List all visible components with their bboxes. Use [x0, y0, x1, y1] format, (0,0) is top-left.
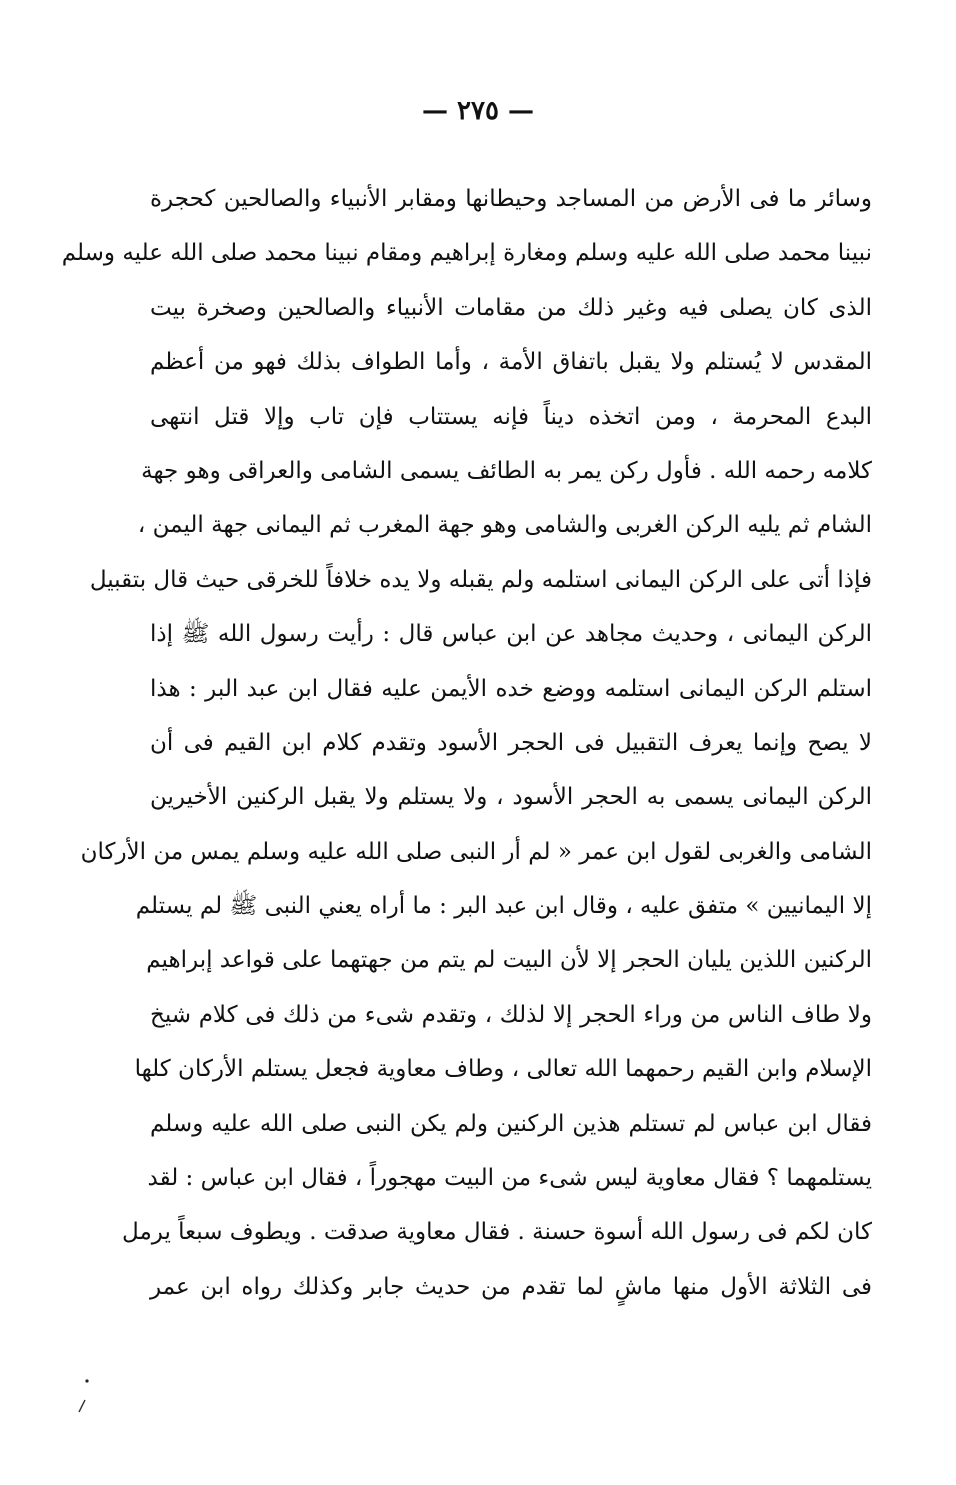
- text-line: كلامه رحمه الله . فأول ركن يمر به الطائف يسمى الشامى والعراقى وهو جهة: [141, 457, 872, 484]
- text-line: استلم الركن اليمانى استلمه ووضع خده الأيمن عليه فقال ابن عبد البر : هذا: [150, 675, 872, 702]
- text-line: فقال ابن عباس لم تستلم هذين الركنين ولم يكن النبى صلى الله عليه وسلم: [150, 1110, 872, 1137]
- text-line: نبينا محمد صلى الله عليه وسلم ومغارة إبراهيم ومقام نبينا محمد صلى الله عليه وسلم: [61, 240, 872, 267]
- text-line: البدع المحرمة ، ومن اتخذه ديناً فإنه يستتاب فإن تاب وإلا قتل انتهى: [150, 403, 872, 430]
- text-line: الركن اليمانى ، وحديث مجاهد عن ابن عباس قال : رأيت رسول الله ﷺ إذا: [150, 621, 872, 648]
- text-line: لا يصح وإنما يعرف التقبيل فى الحجر الأسود وتقدم كلام ابن القيم فى أن: [150, 729, 872, 756]
- text-line: يستلمهما ؟ فقال معاوية ليس شىء من البيت مهجوراً ، فقال ابن عباس : لقد: [147, 1165, 872, 1192]
- text-line: فإذا أتى على الركن اليمانى استلمه ولم يقبله ولا يده خلافاً للخرقى حيث قال بتقبيل: [89, 566, 872, 593]
- text-line: الشام ثم يليه الركن الغربى والشامى وهو جهة المغرب ثم اليمانى جهة اليمن ،: [137, 512, 872, 539]
- text-line: كان لكم فى رسول الله أسوة حسنة . فقال معاوية صدقت . ويطوف سبعاً يرمل: [122, 1219, 872, 1246]
- text-line: الشامى والغربى لقول ابن عمر « لم أر النبى صلى الله عليه وسلم يمس من الأركان: [80, 838, 872, 865]
- text-line: الركن اليمانى يسمى به الحجر الأسود ، ولا يستلم ولا يقبل الركنين الأخيرين: [150, 784, 872, 811]
- margin-ink-mark: [76, 1376, 92, 1416]
- text-line: الإسلام وابن القيم رحمهما الله تعالى ، وطاف معاوية فجعل يستلم الأركان كلها: [134, 1056, 872, 1083]
- text-line: ولا طاف الناس من وراء الحجر إلا لذلك ، وتقدم شىء من ذلك فى كلام شيخ: [150, 1001, 872, 1028]
- text-line: الذى كان يصلى فيه وغير ذلك من مقامات الأنبياء والصالحين وصخرة بيت: [150, 294, 872, 321]
- body-text: [61, 172, 872, 1314]
- text-line: وسائر ما فى الأرض من المساجد وحيطانها ومقابر الأنبياء والصالحين كحجرة: [150, 186, 872, 212]
- text-line: المقدس لا يُستلم ولا يقبل باتفاق الأمة ، وأما الطواف بذلك فهو من أعظم: [150, 349, 872, 376]
- page-number: — ٢٧٥ —: [421, 96, 535, 126]
- text-line: الركنين اللذين يليان الحجر إلا لأن البيت لم يتم من جهتهما على قواعد إبراهيم: [146, 947, 872, 974]
- text-line: فى الثلاثة الأول منها ماشٍ لما تقدم من حديث جابر وكذلك رواه ابن عمر: [150, 1273, 872, 1300]
- text-line: إلا اليمانيين » متفق عليه ، وقال ابن عبد البر : ما أراه يعني النبى ﷺ لم يستلم: [135, 893, 872, 920]
